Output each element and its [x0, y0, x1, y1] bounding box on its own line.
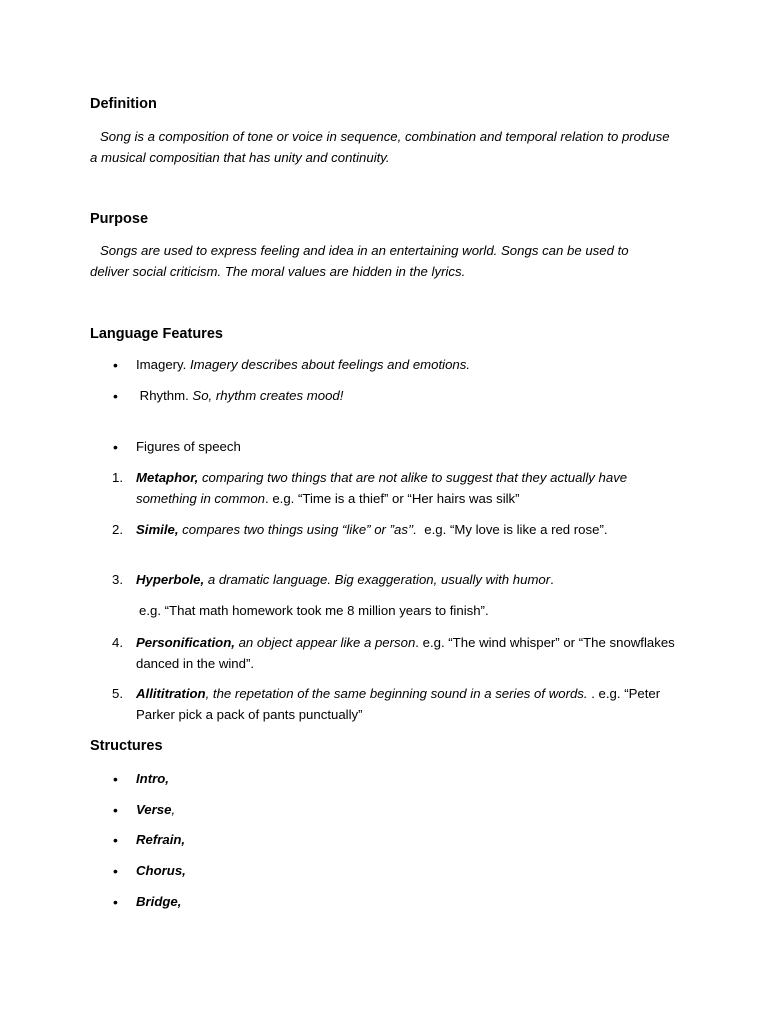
list-number: 4.	[112, 635, 123, 650]
figure-hyperbole	[136, 570, 676, 591]
list-number: 1.	[112, 470, 123, 485]
figure-example: . e.g. “Peter Parker pick a pack of pants punctually”	[136, 686, 661, 722]
figure-desc: an object appear like a person	[234, 635, 416, 650]
figure-example: . e.g. “The wind whisper” or “The snowflakes danced in the wind”.	[136, 635, 675, 671]
figure-term: Personification,	[136, 635, 235, 650]
purpose-text	[90, 241, 670, 282]
feature-term: Imagery.	[136, 357, 187, 372]
feature-rhythm	[136, 386, 676, 407]
structure-verse	[136, 800, 676, 821]
feature-desc: Imagery describes about feelings and emotions.	[186, 357, 471, 372]
structure-refrain	[136, 830, 676, 851]
structure-bridge	[136, 892, 676, 913]
figure-simile	[136, 520, 676, 541]
bullet-marker: •	[113, 357, 118, 373]
structure-rest: ,	[171, 802, 176, 817]
structures-heading: Structures	[90, 738, 163, 754]
figure-example: . e.g. “Time is a thief” or “Her hairs was silk”	[265, 490, 520, 506]
structure-term: Verse	[136, 802, 172, 817]
structure-term: Bridge,	[136, 894, 182, 909]
figure-personification	[136, 633, 676, 674]
figure-example: e.g. “My love is like a red rose”.	[416, 522, 608, 537]
list-number: 5.	[112, 686, 123, 701]
definition-body: Song is a composition of tone or voice in sequence, combination and temporal relation to produse a musical compositian that has unity and continuity.	[90, 129, 670, 165]
figure-desc: comparing two things that are not alike to suggest that they actually have something in common	[136, 470, 628, 506]
list-number: 3.	[112, 572, 123, 587]
bullet-marker: •	[113, 439, 118, 455]
bullet-marker: •	[113, 802, 118, 818]
figure-term: Simile,	[136, 522, 179, 537]
structure-chorus	[136, 861, 676, 882]
feature-term: Rhythm.	[136, 388, 189, 403]
figure-metaphor	[136, 468, 676, 509]
structure-term: Chorus,	[136, 863, 186, 878]
purpose-body: Songs are used to express feeling and idea in an entertaining world. Songs can be used to deliver social criticism. The moral values are hidden in the lyrics.	[90, 243, 629, 279]
language-features-heading: Language Features	[90, 326, 223, 342]
figure-term: Metaphor,	[136, 470, 199, 485]
feature-imagery	[136, 355, 676, 376]
bullet-marker: •	[113, 388, 118, 404]
bullet-marker: •	[113, 771, 118, 787]
structure-term: Refrain,	[136, 832, 186, 847]
figure-term: Hyperbole,	[136, 572, 205, 587]
figure-hyperbole-example: e.g. “That math homework took me 8 million years to finish”.	[139, 603, 489, 618]
definition-heading: Definition	[90, 96, 157, 112]
structure-intro	[136, 769, 676, 790]
feature-desc: So, rhythm creates mood!	[188, 388, 344, 403]
list-number: 2.	[112, 522, 123, 537]
figure-term: Allititration	[136, 686, 206, 701]
figure-allititration	[136, 684, 676, 725]
bullet-marker: •	[113, 894, 118, 910]
bullet-marker: •	[113, 832, 118, 848]
structure-term: Intro,	[136, 771, 169, 786]
figure-desc: a dramatic language. Big exaggeration, usually with humor	[204, 572, 551, 587]
purpose-heading: Purpose	[90, 211, 149, 227]
bullet-marker: •	[113, 863, 118, 879]
figure-desc: compares two things using “like” or ”as’’.	[178, 522, 417, 537]
figure-example: .	[550, 572, 554, 587]
figure-desc: , the repetation of the same beginning sound in a series of words.	[205, 686, 588, 701]
definition-text	[90, 127, 670, 168]
feature-term: Figures of speech	[136, 439, 241, 454]
feature-figures-of-speech	[136, 437, 676, 458]
